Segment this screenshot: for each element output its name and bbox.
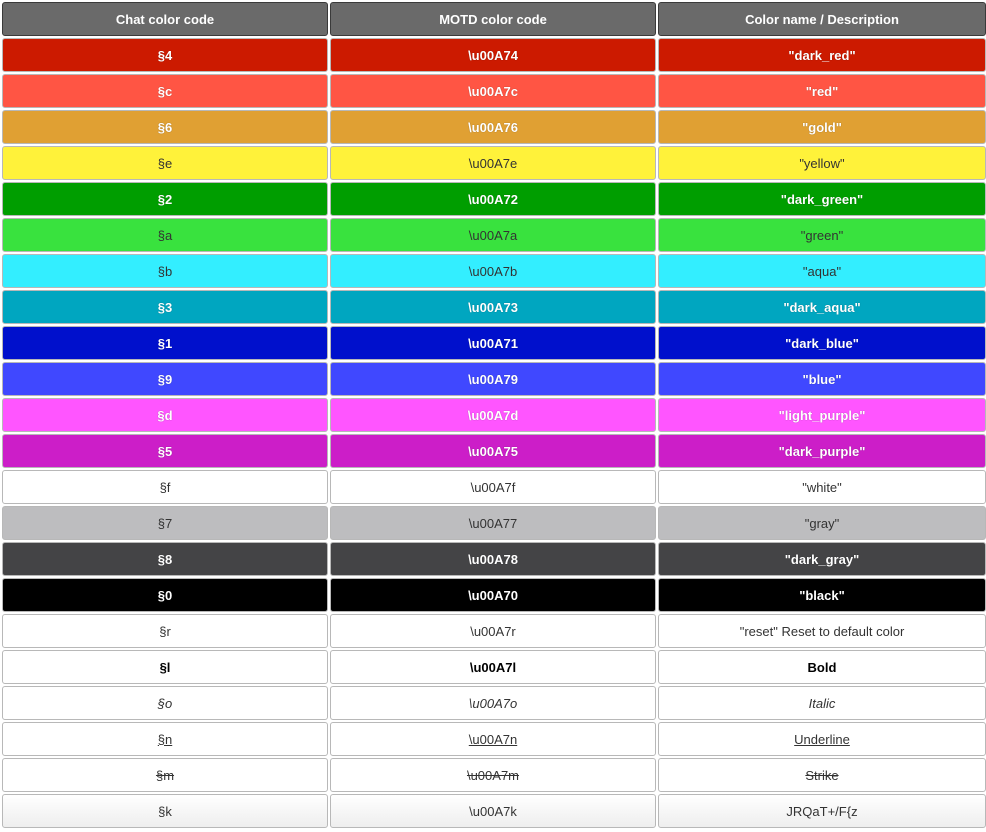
motd-code-cell: \u00A7k <box>330 794 656 828</box>
table-row <box>2 326 986 360</box>
color-description-cell: "light_purple" <box>658 398 986 432</box>
motd-code-cell: \u00A7f <box>330 470 656 504</box>
header-chat-color-code: Chat color code <box>2 2 328 36</box>
chat-code-cell: §9 <box>2 362 328 396</box>
motd-code-cell: \u00A7n <box>330 722 656 756</box>
table-row <box>2 362 986 396</box>
chat-code-cell: §b <box>2 254 328 288</box>
table-row <box>2 182 986 216</box>
chat-code-cell: §2 <box>2 182 328 216</box>
color-description-cell: "blue" <box>658 362 986 396</box>
table-row <box>2 38 986 72</box>
color-description-cell: "green" <box>658 218 986 252</box>
motd-code-cell: \u00A72 <box>330 182 656 216</box>
table-row <box>2 506 986 540</box>
table-row <box>2 614 986 648</box>
color-description-cell: "dark_green" <box>658 182 986 216</box>
motd-code-cell: \u00A7r <box>330 614 656 648</box>
table-row <box>2 542 986 576</box>
chat-code-cell: §d <box>2 398 328 432</box>
chat-code-cell: §6 <box>2 110 328 144</box>
color-description-cell: "gold" <box>658 110 986 144</box>
chat-code-cell: §8 <box>2 542 328 576</box>
header-row <box>2 2 986 36</box>
color-description-cell: "black" <box>658 578 986 612</box>
motd-code-cell: \u00A7m <box>330 758 656 792</box>
chat-code-cell: §n <box>2 722 328 756</box>
table-row <box>2 146 986 180</box>
table-row <box>2 74 986 108</box>
motd-code-cell: \u00A7l <box>330 650 656 684</box>
motd-code-cell: \u00A75 <box>330 434 656 468</box>
table-row <box>2 470 986 504</box>
chat-code-cell: §o <box>2 686 328 720</box>
motd-code-cell: \u00A7b <box>330 254 656 288</box>
table-row <box>2 398 986 432</box>
chat-code-cell: §7 <box>2 506 328 540</box>
chat-code-cell: §f <box>2 470 328 504</box>
motd-code-cell: \u00A74 <box>330 38 656 72</box>
chat-code-cell: §e <box>2 146 328 180</box>
color-description-cell: JRQaT+/F{z <box>658 794 986 828</box>
chat-code-cell: §r <box>2 614 328 648</box>
table-row <box>2 218 986 252</box>
table-row <box>2 686 986 720</box>
header-motd-color-code: MOTD color code <box>330 2 656 36</box>
motd-code-cell: \u00A7c <box>330 74 656 108</box>
chat-code-cell: §a <box>2 218 328 252</box>
color-description-cell: "dark_gray" <box>658 542 986 576</box>
color-description-cell: "reset" Reset to default color <box>658 614 986 648</box>
motd-code-cell: \u00A7d <box>330 398 656 432</box>
motd-code-cell: \u00A71 <box>330 326 656 360</box>
table-row <box>2 794 986 828</box>
motd-code-cell: \u00A79 <box>330 362 656 396</box>
table-row <box>2 110 986 144</box>
color-description-cell: "white" <box>658 470 986 504</box>
chat-code-cell: §1 <box>2 326 328 360</box>
color-description-cell: Strike <box>658 758 986 792</box>
color-description-cell: "dark_aqua" <box>658 290 986 324</box>
motd-code-cell: \u00A70 <box>330 578 656 612</box>
color-description-cell: Italic <box>658 686 986 720</box>
table-row <box>2 722 986 756</box>
table-row <box>2 290 986 324</box>
color-description-cell: "gray" <box>658 506 986 540</box>
table-row <box>2 254 986 288</box>
motd-code-cell: \u00A7e <box>330 146 656 180</box>
motd-code-cell: \u00A7a <box>330 218 656 252</box>
chat-code-cell: §c <box>2 74 328 108</box>
motd-code-cell: \u00A76 <box>330 110 656 144</box>
chat-code-cell: §0 <box>2 578 328 612</box>
color-description-cell: Underline <box>658 722 986 756</box>
chat-code-cell: §5 <box>2 434 328 468</box>
color-description-cell: Bold <box>658 650 986 684</box>
motd-code-cell: \u00A7o <box>330 686 656 720</box>
color-description-cell: "dark_blue" <box>658 326 986 360</box>
color-description-cell: "dark_purple" <box>658 434 986 468</box>
chat-code-cell: §4 <box>2 38 328 72</box>
chat-code-cell: §k <box>2 794 328 828</box>
motd-code-cell: \u00A73 <box>330 290 656 324</box>
table-row <box>2 434 986 468</box>
color-description-cell: "yellow" <box>658 146 986 180</box>
table-row <box>2 578 986 612</box>
table-row <box>2 650 986 684</box>
chat-code-cell: §m <box>2 758 328 792</box>
motd-code-cell: \u00A77 <box>330 506 656 540</box>
header-color-name-description: Color name / Description <box>658 2 986 36</box>
color-description-cell: "aqua" <box>658 254 986 288</box>
chat-code-cell: §3 <box>2 290 328 324</box>
motd-code-cell: \u00A78 <box>330 542 656 576</box>
color-description-cell: "red" <box>658 74 986 108</box>
color-description-cell: "dark_red" <box>658 38 986 72</box>
table-row <box>2 758 986 792</box>
chat-code-cell: §l <box>2 650 328 684</box>
